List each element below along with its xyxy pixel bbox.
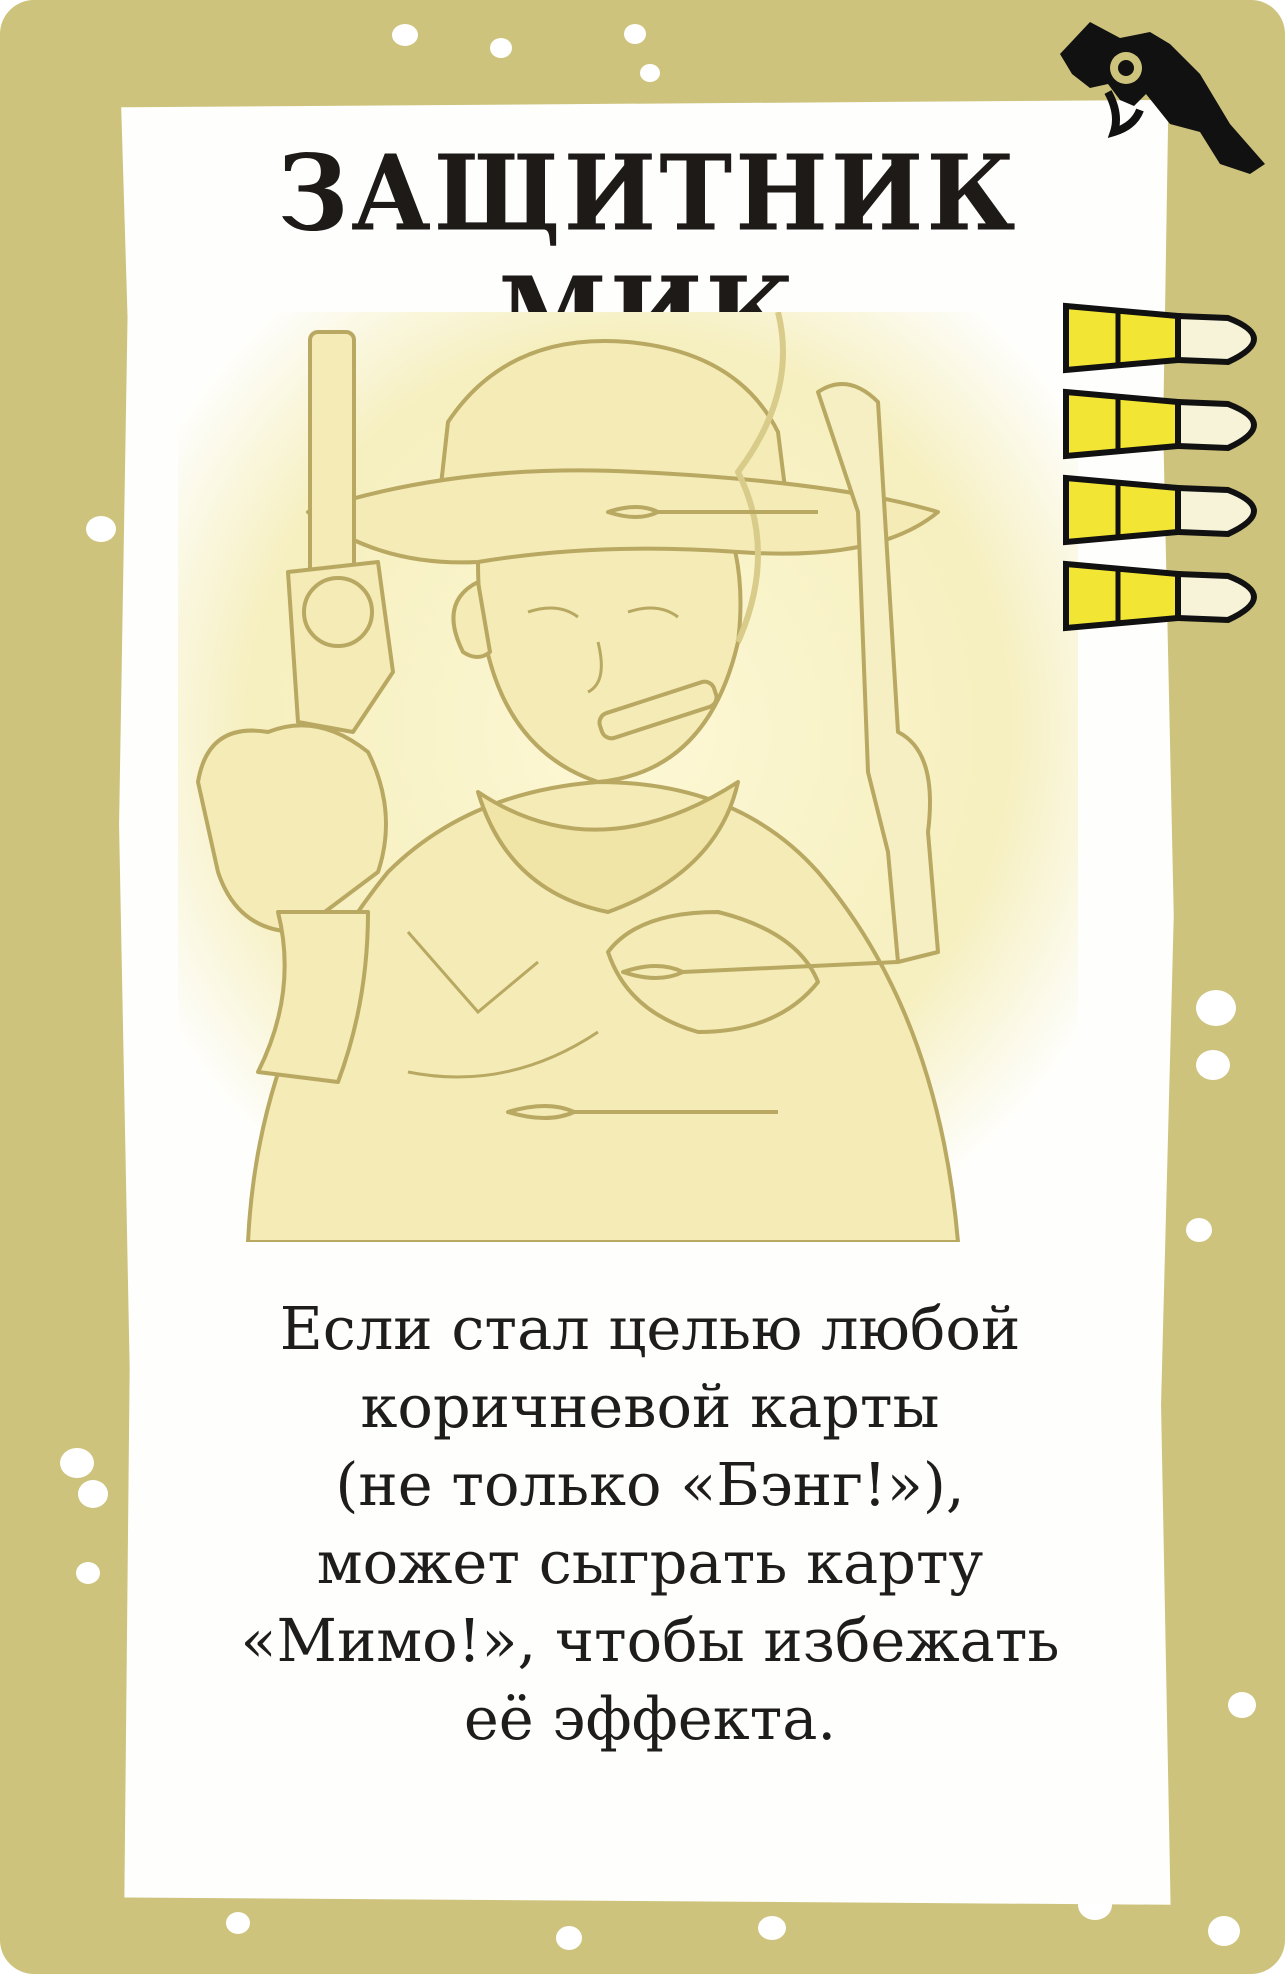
border-hole [1196,1050,1230,1080]
border-hole [556,1926,582,1950]
bullet-icon [1066,306,1254,370]
border-hole [1196,990,1236,1026]
border-hole [76,1562,100,1584]
border-hole [78,1480,108,1508]
border-hole [86,516,116,542]
border-hole [1208,1916,1240,1946]
border-hole [758,1916,786,1940]
border-hole [1186,1218,1212,1242]
border-hole [392,24,418,46]
border-hole [624,24,646,44]
ability-line: «Мимо!», чтобы избежать [240,1606,1060,1675]
border-hole [1228,1692,1256,1718]
border-hole [490,38,512,58]
bullet-icon [1066,478,1254,542]
bullet-icon [1066,564,1254,628]
ability-text [150,1290,1150,1758]
cowboy-portrait [178,312,1078,1242]
life-points [1058,298,1285,646]
ability-line: может сыграть карту [316,1528,984,1597]
ability-line: её эффекта. [463,1684,837,1753]
ability-line: Если стал целью любой [279,1294,1021,1363]
bullet-icon [1066,392,1254,456]
border-hole [640,64,660,82]
card-title: ЗАЩИТНИК [277,133,1019,255]
border-hole [60,1448,94,1478]
ability-line: коричневой карты [360,1372,940,1441]
ability-line: (не только «Бэнг!»), [335,1450,965,1519]
border-hole [226,1912,250,1934]
